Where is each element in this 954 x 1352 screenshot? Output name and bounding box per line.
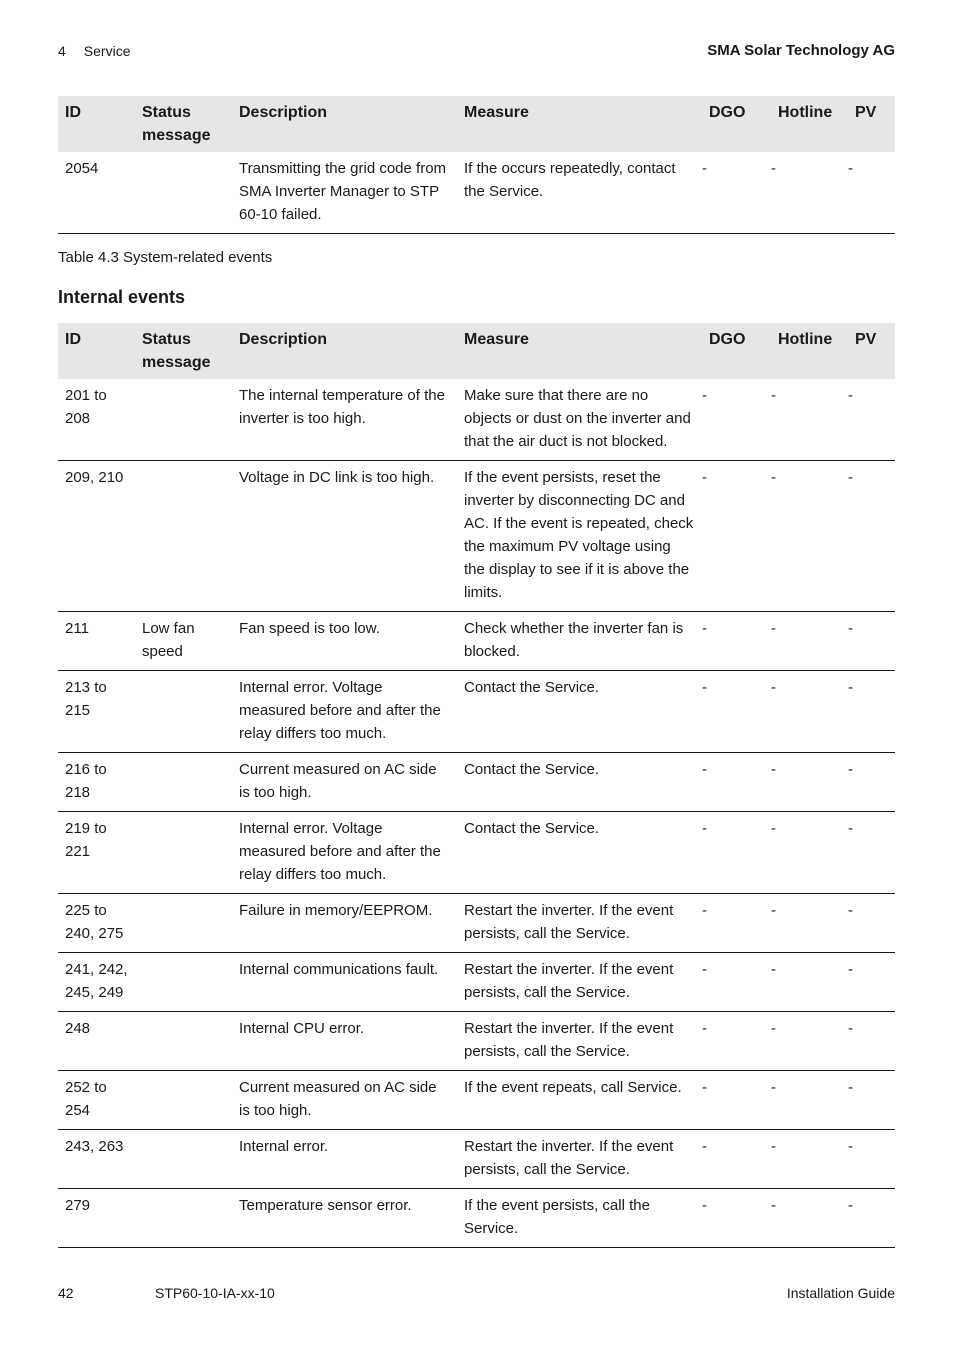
col-header-pv: PV (848, 323, 895, 379)
table-row (58, 152, 895, 234)
cell-description: Fan speed is too low. (232, 612, 457, 671)
document-type: Installation Guide (786, 1285, 895, 1301)
cell-status-message (135, 1130, 232, 1189)
table-row (58, 894, 895, 953)
cell-hotline: - (771, 894, 848, 953)
cell-measure: Restart the inverter. If the event persists, call the Service. (457, 953, 702, 1012)
cell-hotline: - (771, 461, 848, 612)
col-header-id: ID (58, 323, 135, 379)
col-header-dgo: DGO (702, 323, 771, 379)
table-row (58, 1189, 895, 1248)
cell-description: The internal temperature of the inverter is too high. (232, 379, 457, 461)
cell-id: 2054 (58, 152, 135, 234)
col-header-status: Status message (135, 96, 232, 152)
cell-measure: Contact the Service. (457, 753, 702, 812)
cell-id: 219 to 221 (58, 812, 135, 894)
cell-description: Failure in memory/EEPROM. (232, 894, 457, 953)
table-row (58, 671, 895, 753)
cell-hotline: - (771, 1071, 848, 1130)
table-body (58, 379, 895, 1248)
cell-dgo: - (702, 671, 771, 753)
cell-pv: - (848, 1189, 895, 1248)
cell-hotline: - (771, 152, 848, 234)
cell-id: 209, 210 (58, 461, 135, 612)
system-events-table-continued (58, 96, 895, 234)
cell-measure: Contact the Service. (457, 812, 702, 894)
cell-id: 211 (58, 612, 135, 671)
cell-pv: - (848, 152, 895, 234)
cell-description: Internal error. (232, 1130, 457, 1189)
cell-measure: Make sure that there are no objects or dust on the inverter and that the air duct is not blocked. (457, 379, 702, 461)
col-header-pv: PV (848, 96, 895, 152)
cell-status-message (135, 753, 232, 812)
cell-dgo: - (702, 953, 771, 1012)
cell-hotline: - (771, 753, 848, 812)
cell-measure: If the occurs repeatedly, contact the Service. (457, 152, 702, 234)
cell-pv: - (848, 379, 895, 461)
cell-pv: - (848, 894, 895, 953)
chapter-title: Service (83, 43, 131, 59)
col-header-dgo: DGO (702, 96, 771, 152)
chapter-number: 4 (58, 43, 66, 59)
cell-id: 213 to 215 (58, 671, 135, 753)
cell-measure: If the event repeats, call Service. (457, 1071, 702, 1130)
document-code: STP60-10-IA-xx-10 (155, 1285, 275, 1301)
cell-id: 243, 263 (58, 1130, 135, 1189)
cell-status-message (135, 1071, 232, 1130)
cell-pv: - (848, 1012, 895, 1071)
table-caption: Table 4.3 System-related events (58, 249, 273, 266)
cell-pv: - (848, 812, 895, 894)
section-title: Internal events (58, 287, 186, 307)
cell-dgo: - (702, 152, 771, 234)
cell-hotline: - (771, 379, 848, 461)
cell-status-message (135, 671, 232, 753)
table-row (58, 1130, 895, 1189)
cell-id: 248 (58, 1012, 135, 1071)
cell-dgo: - (702, 1071, 771, 1130)
cell-id: 252 to 254 (58, 1071, 135, 1130)
table-row (58, 812, 895, 894)
cell-measure: Restart the inverter. If the event persists, call the Service. (457, 894, 702, 953)
cell-description: Current measured on AC side is too high. (232, 753, 457, 812)
cell-description: Transmitting the grid code from SMA Inverter Manager to STP 60-10 failed. (232, 152, 457, 234)
table-row (58, 612, 895, 671)
col-header-status: Status message (135, 323, 232, 379)
cell-hotline: - (771, 612, 848, 671)
cell-dgo: - (702, 612, 771, 671)
cell-dgo: - (702, 753, 771, 812)
cell-measure: Check whether the inverter fan is blocked. (457, 612, 702, 671)
cell-description: Internal CPU error. (232, 1012, 457, 1071)
cell-hotline: - (771, 1189, 848, 1248)
cell-id: 241, 242, 245, 249 (58, 953, 135, 1012)
cell-dgo: - (702, 1012, 771, 1071)
col-header-description: Description (232, 96, 457, 152)
cell-hotline: - (771, 671, 848, 753)
col-header-hotline: Hotline (771, 96, 848, 152)
internal-events-table (58, 323, 895, 1248)
cell-measure: Restart the inverter. If the event persists, call the Service. (457, 1012, 702, 1071)
cell-status-message (135, 461, 232, 612)
cell-description: Voltage in DC link is too high. (232, 461, 457, 612)
cell-hotline: - (771, 1130, 848, 1189)
cell-status-message (135, 1012, 232, 1071)
cell-description: Internal communications fault. (232, 953, 457, 1012)
table-header-row (58, 323, 895, 379)
company-name: SMA Solar Technology AG (707, 42, 895, 59)
chapter-label (58, 43, 130, 59)
cell-dgo: - (702, 379, 771, 461)
col-header-hotline: Hotline (771, 323, 848, 379)
cell-id: 279 (58, 1189, 135, 1248)
table-body (58, 152, 895, 234)
page-number: 42 (58, 1285, 74, 1301)
col-header-id: ID (58, 96, 135, 152)
table-row (58, 1071, 895, 1130)
table-row (58, 753, 895, 812)
cell-pv: - (848, 671, 895, 753)
cell-measure: If the event persists, call the Service. (457, 1189, 702, 1248)
cell-measure: Restart the inverter. If the event persists, call the Service. (457, 1130, 702, 1189)
cell-status-message (135, 1189, 232, 1248)
cell-pv: - (848, 1071, 895, 1130)
cell-description: Internal error. Voltage measured before and after the relay differs too much. (232, 812, 457, 894)
cell-pv: - (848, 612, 895, 671)
cell-status-message (135, 379, 232, 461)
cell-dgo: - (702, 1130, 771, 1189)
table-row (58, 1012, 895, 1071)
cell-pv: - (848, 753, 895, 812)
table-row (58, 461, 895, 612)
cell-description: Current measured on AC side is too high. (232, 1071, 457, 1130)
table-row (58, 953, 895, 1012)
cell-hotline: - (771, 953, 848, 1012)
cell-status-message (135, 812, 232, 894)
cell-pv: - (848, 953, 895, 1012)
cell-measure: Contact the Service. (457, 671, 702, 753)
cell-status-message (135, 894, 232, 953)
cell-id: 216 to 218 (58, 753, 135, 812)
cell-dgo: - (702, 461, 771, 612)
cell-description: Internal error. Voltage measured before and after the relay differs too much. (232, 671, 457, 753)
cell-status-message (135, 953, 232, 1012)
col-header-measure: Measure (457, 323, 702, 379)
col-header-description: Description (232, 323, 457, 379)
cell-id: 225 to 240, 275 (58, 894, 135, 953)
cell-id: 201 to 208 (58, 379, 135, 461)
cell-pv: - (848, 1130, 895, 1189)
cell-dgo: - (702, 1189, 771, 1248)
cell-hotline: - (771, 812, 848, 894)
table-row (58, 379, 895, 461)
cell-pv: - (848, 461, 895, 612)
cell-dgo: - (702, 894, 771, 953)
table-header-row (58, 96, 895, 152)
cell-measure: If the event persists, reset the inverter by disconnecting DC and AC. If the event is repeated, check the maximum PV voltage using the display to see if it is above the limits. (457, 461, 702, 612)
cell-dgo: - (702, 812, 771, 894)
cell-hotline: - (771, 1012, 848, 1071)
cell-status-message (135, 152, 232, 234)
col-header-measure: Measure (457, 96, 702, 152)
cell-status-message: Low fan speed (135, 612, 232, 671)
cell-description: Temperature sensor error. (232, 1189, 457, 1248)
